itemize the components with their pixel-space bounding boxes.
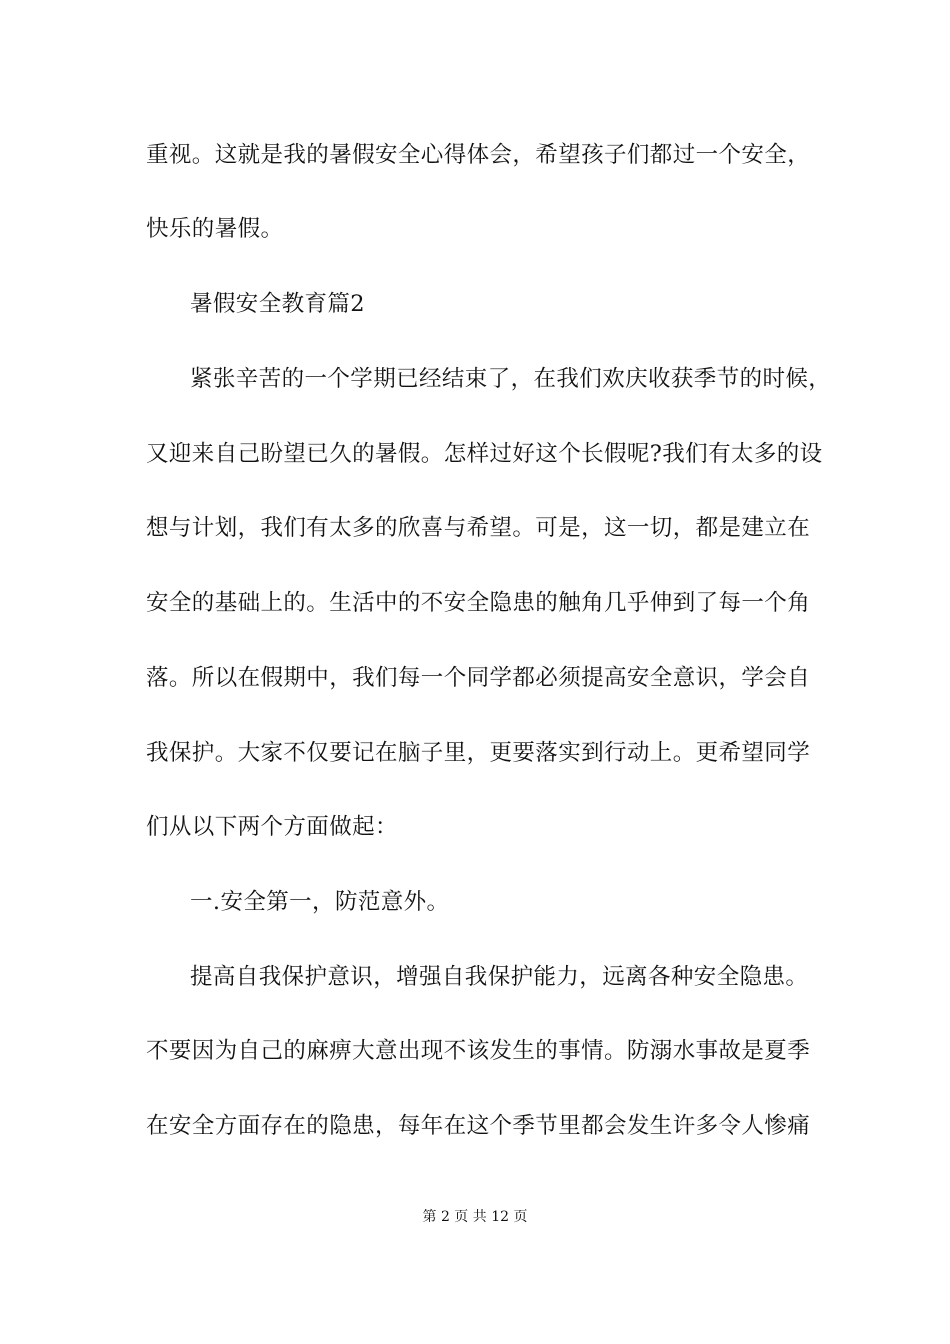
page-number: 第 2 页 共 12 页 [422,1209,528,1225]
text-line: 又迎来自己盼望已久的暑假。怎样过好这个长假呢?我们有太多的设 [146,441,823,467]
text-line: 我保护。大家不仅要记在脑子里，更要落实到行动上。更希望同学 [146,740,811,766]
text-line: 落。所以在假期中，我们每一个同学都必须提高安全意识，学会自 [146,665,811,691]
page-footer [0,1208,950,1226]
section-heading: 暑假安全教育篇2 [190,291,366,317]
text-line: 提高自我保护意识，增强自我保护能力，远离各种安全隐患。 [190,964,809,990]
subsection-heading: 一.安全第一，防范意外。 [190,889,450,915]
text-line: 在安全方面存在的隐患，每年在这个季节里都会发生许多令人惨痛 [146,1113,811,1139]
text-line: 想与计划，我们有太多的欣喜与希望。可是，这一切，都是建立在 [146,515,811,541]
text-line: 安全的基础上的。生活中的不安全隐患的触角几乎伸到了每一个角 [146,590,811,616]
text-line: 快乐的暑假。 [146,216,284,242]
text-line: 不要因为自己的麻痹大意出现不该发生的事情。防溺水事故是夏季 [146,1038,811,1064]
text-line: 紧张辛苦的一个学期已经结束了，在我们欢庆收获季节的时候， [190,366,832,392]
text-line: 们从以下两个方面做起： [146,814,398,840]
text-line: 重视。这就是我的暑假安全心得体会，希望孩子们都过一个安全， [146,142,811,168]
